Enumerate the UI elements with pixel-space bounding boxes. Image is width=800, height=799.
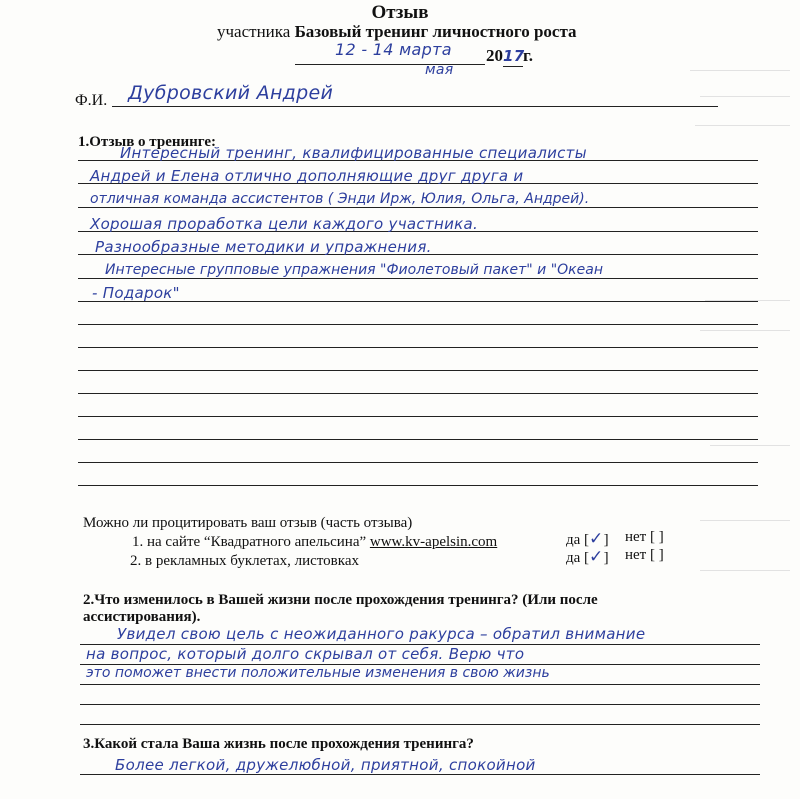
option-booklets: 2. в рекламных буклетах, листовках — [130, 553, 359, 569]
date-line — [295, 64, 485, 65]
training-name: Базовый тренинг личностного роста — [294, 22, 577, 41]
life-handwritten: Более легкой, дружелюбной, приятной, спокойной — [115, 756, 536, 774]
check-1-handwritten: ✓ — [589, 529, 604, 549]
feedback-line-1: Интересный тренинг, квалифицированные специалисты — [120, 144, 587, 162]
question-1: 1.Отзыв о тренинге: — [78, 134, 217, 150]
date-handwritten: 12 - 14 марта — [335, 40, 452, 59]
option-site — [132, 534, 497, 551]
page-title: Отзыв — [371, 2, 429, 23]
question-3: 3.Какой стала Ваша жизнь после прохождения тренинга? — [83, 736, 474, 752]
feedback-line-6: Интересные групповые упражнения "Фиолетовый пакет" и "Океан — [105, 262, 603, 278]
feedback-line-5: Разнообразные методики и упражнения. — [95, 238, 432, 256]
site-link[interactable]: www.kv-apelsin.com — [369, 534, 498, 550]
year-handwritten: 17 — [503, 47, 525, 65]
feedback-line-2: Андрей и Елена отлично дополняющие друг друга и — [90, 167, 524, 185]
life-line — [80, 774, 760, 775]
change-line-1: Увидел свою цель с неожиданного ракурса – обратил внимание — [117, 625, 646, 643]
booklet-no-checkbox[interactable]: нет [ ] — [625, 547, 664, 563]
feedback-line-4: Хорошая проработка цели каждого участника. — [90, 215, 479, 233]
year-field — [486, 46, 533, 67]
site-yes-checkbox[interactable]: да [✓] — [566, 529, 609, 549]
name-line — [112, 106, 718, 107]
subtitle-prefix: участника — [217, 22, 291, 41]
question-2-line-2: ассистирования). — [83, 609, 201, 625]
feedback-line-7: - Подарок" — [92, 284, 180, 302]
date-month-handwritten: мая — [425, 62, 454, 78]
year-prefix: 20 — [486, 46, 503, 65]
site-no-checkbox[interactable]: нет [ ] — [625, 529, 664, 545]
question-2 — [83, 592, 598, 626]
change-line-3: это поможет внести положительные изменения в свою жизнь — [86, 665, 550, 681]
feedback-line-3: отличная команда ассистентов ( Энди Ирж, Юлия, Ольга, Андрей). — [90, 191, 590, 207]
name-handwritten: Дубровский Андрей — [128, 82, 334, 104]
name-label: Ф.И. — [75, 92, 108, 109]
booklet-yes-checkbox[interactable]: да [✓] — [566, 547, 609, 567]
check-2-handwritten: ✓ — [589, 547, 604, 567]
subtitle — [217, 22, 577, 42]
year-suffix: г. — [523, 46, 534, 65]
question-2-line-1: 2.Что изменилось в Вашей жизни после прохождения тренинга? (Или после — [83, 592, 598, 608]
quote-question: Можно ли процитировать ваш отзыв (часть отзыва) — [83, 515, 413, 531]
option-site-text: 1. на сайте “Квадратного апельсина” — [132, 534, 367, 550]
change-line-2: на вопрос, который долго скрывал от себя. Верю что — [86, 645, 525, 663]
